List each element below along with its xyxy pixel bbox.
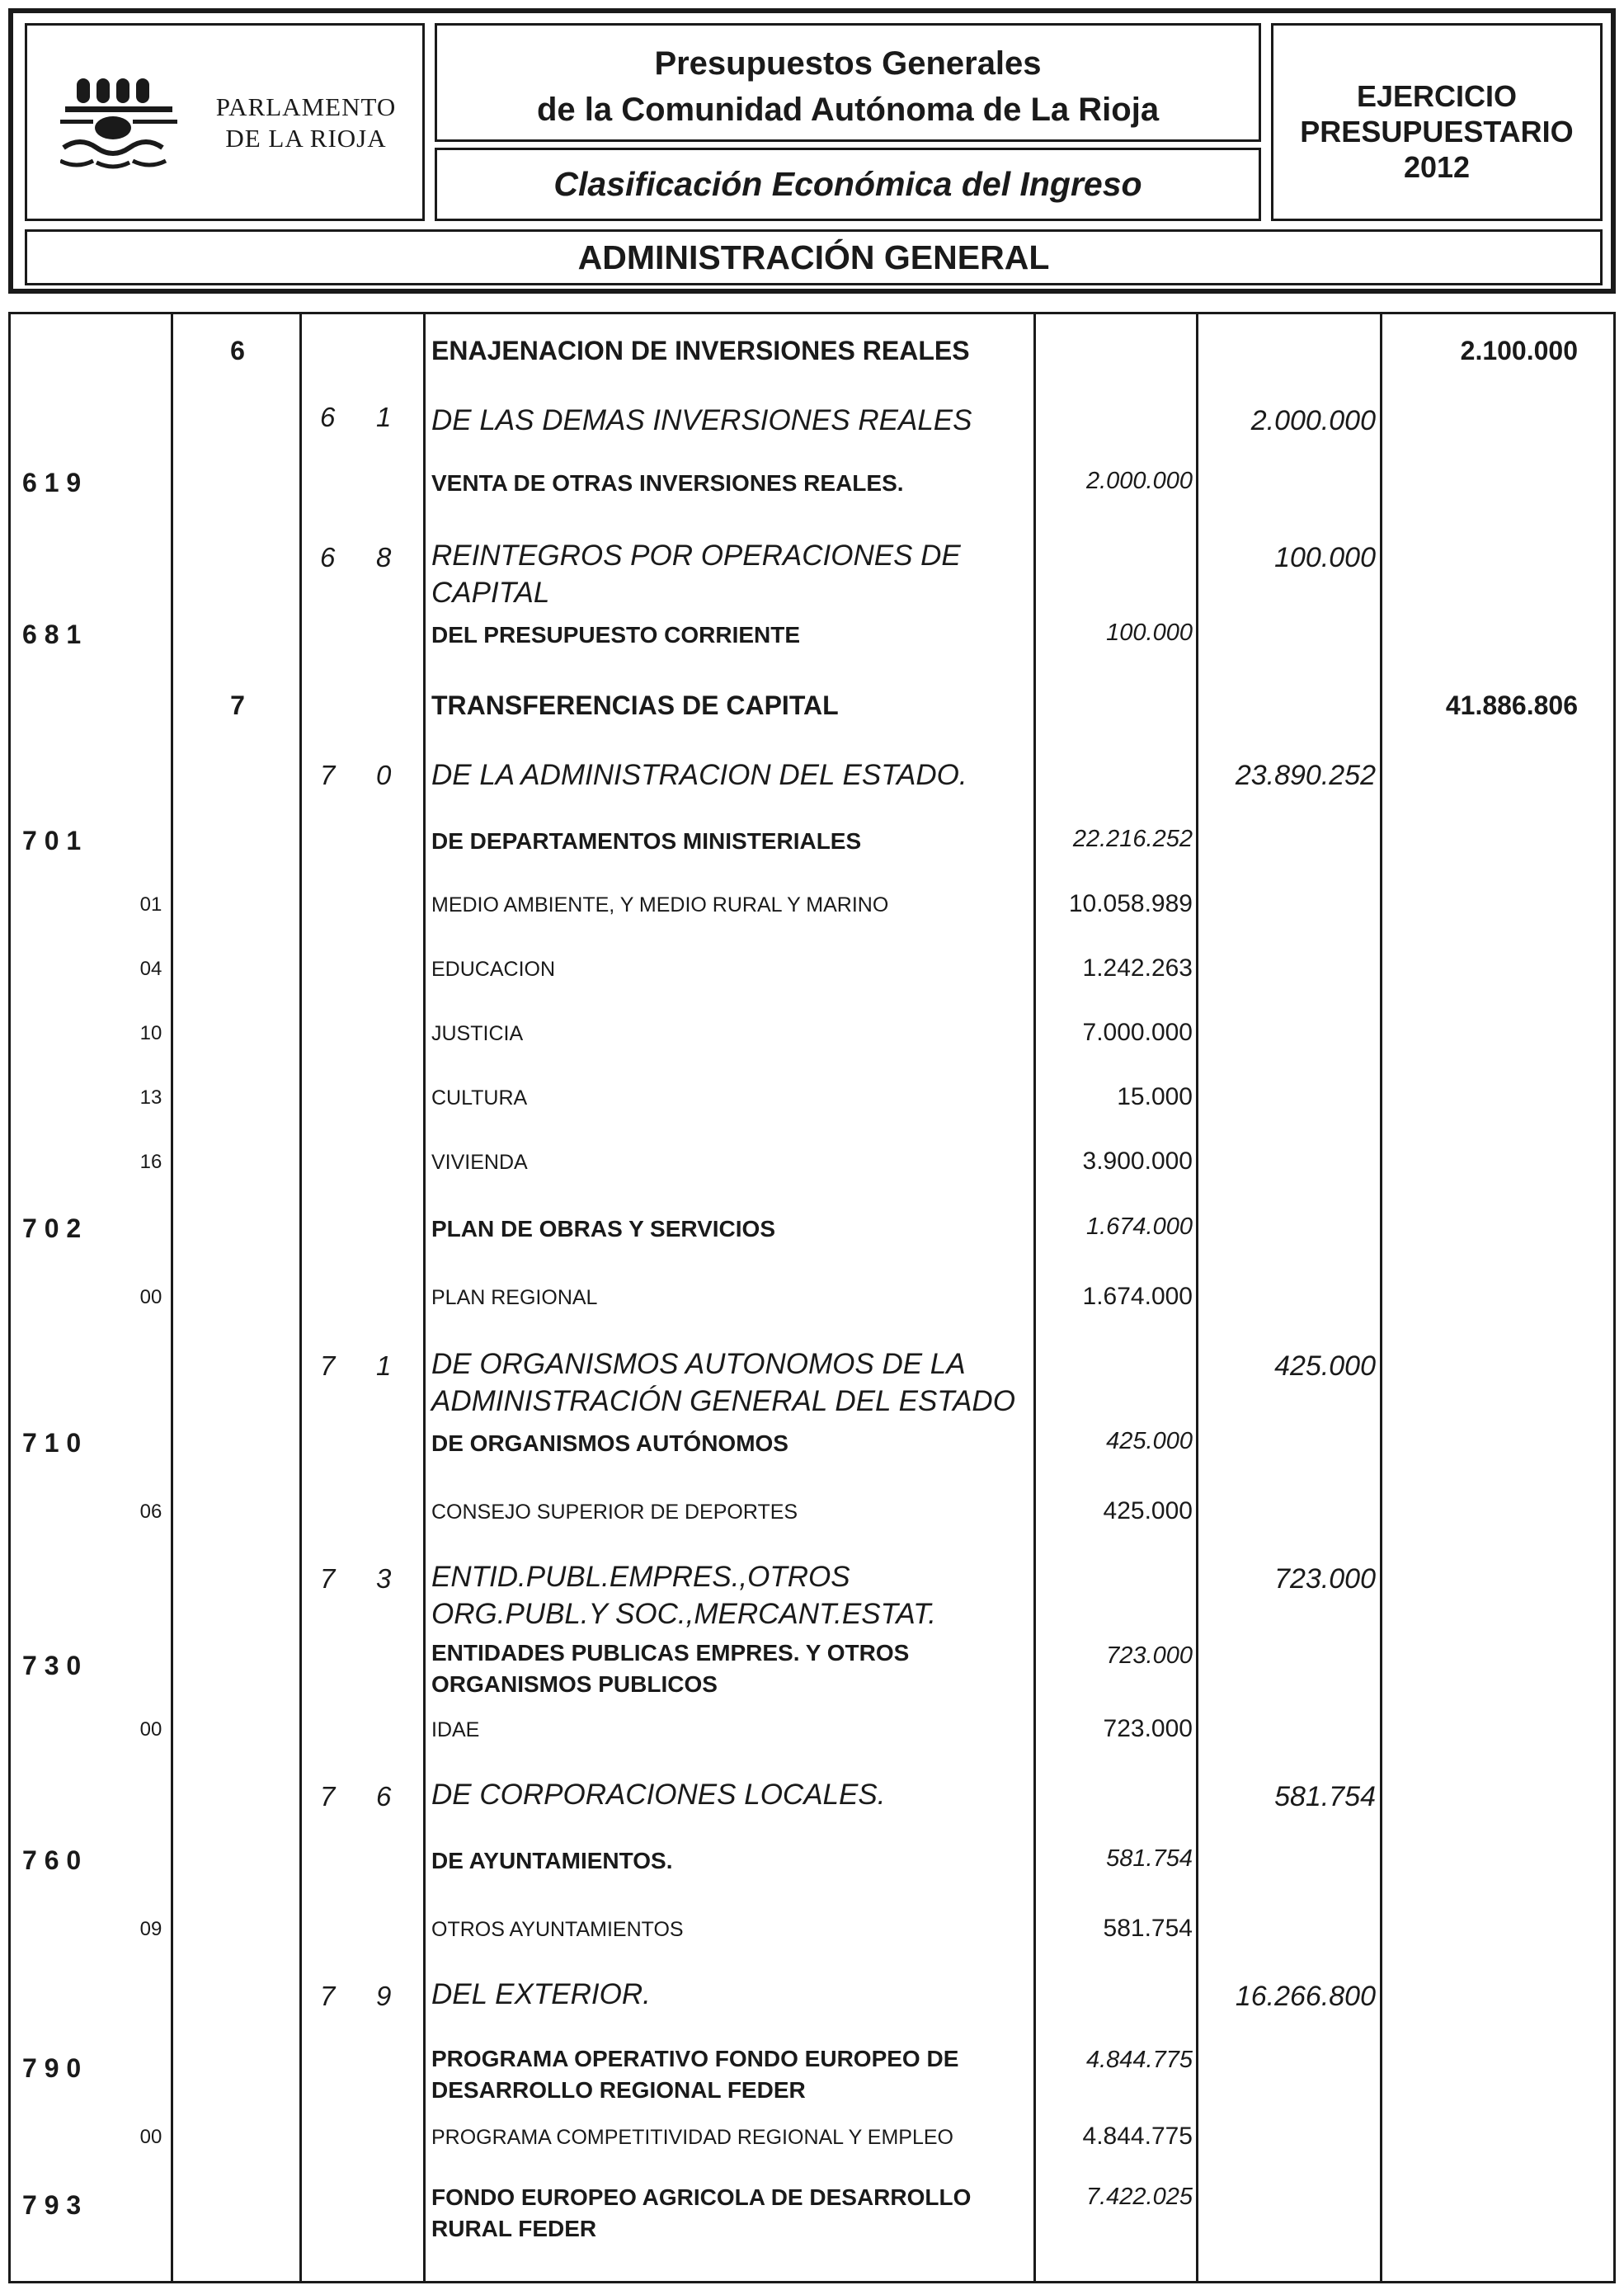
article-amount: 581.754 — [1274, 1781, 1376, 1812]
parliament-name — [199, 92, 413, 154]
subconcept-amount: 1.674.000 — [1082, 1283, 1193, 1310]
article-code-digit1: 7 — [320, 760, 336, 790]
subconcept-description: CULTURA — [431, 1086, 528, 1110]
subconcept-description: EDUCACION — [431, 958, 556, 981]
fiscal-year-box — [1271, 23, 1603, 221]
document-header — [8, 8, 1616, 294]
article-code — [320, 542, 411, 573]
article-code — [320, 760, 411, 791]
subconcept-description: PLAN REGIONAL — [431, 1286, 598, 1309]
subconcept-code: 10 — [139, 1022, 162, 1044]
article-description: DE LAS DEMAS INVERSIONES REALES — [431, 404, 972, 436]
article-amount: 16.266.800 — [1235, 1981, 1376, 2012]
section-title: ADMINISTRACIÓN GENERAL — [577, 238, 1050, 276]
concept-amount: 581.754 — [1106, 1845, 1193, 1872]
subconcept-amount: 723.000 — [1103, 1715, 1193, 1742]
parliament-logo-icon — [60, 68, 184, 176]
parliament-name-line1: PARLAMENTO — [215, 92, 397, 121]
article-code-digit2: 0 — [376, 760, 392, 790]
article-code-digit2: 8 — [376, 542, 392, 572]
subconcept-code: 00 — [139, 1718, 162, 1741]
article-description: REINTEGROS POR OPERACIONES DE CAPITAL — [431, 540, 961, 609]
article-code — [320, 1981, 411, 2012]
subconcept-code: 04 — [139, 958, 162, 980]
concept-code: 7 0 2 — [22, 1213, 82, 1243]
article-code — [320, 1563, 411, 1595]
classification-box — [435, 148, 1261, 221]
article-amount: 2.000.000 — [1250, 405, 1376, 436]
subconcept-description: JUSTICIA — [431, 1022, 524, 1045]
concept-code: 7 1 0 — [22, 1428, 82, 1458]
subconcept-description: MEDIO AMBIENTE, Y MEDIO RURAL Y MARINO — [431, 893, 889, 916]
article-amount: 100.000 — [1274, 542, 1376, 573]
subconcept-amount: 7.000.000 — [1082, 1019, 1193, 1046]
article-amount: 425.000 — [1274, 1350, 1376, 1382]
subconcept-description: PROGRAMA COMPETITIVIDAD REGIONAL Y EMPLEO — [431, 2126, 954, 2149]
budget-title-line2: de la Comunidad Autónoma de La Rioja — [536, 92, 1160, 128]
concept-amount: 22.216.252 — [1072, 826, 1193, 852]
concept-description: VENTA DE OTRAS INVERSIONES REALES. — [431, 470, 904, 496]
subconcept-description: IDAE — [431, 1718, 480, 1741]
concept-amount: 100.000 — [1106, 620, 1193, 646]
article-amount: 23.890.252 — [1235, 760, 1376, 791]
article-code-digit1: 6 — [320, 542, 336, 572]
subconcept-amount: 425.000 — [1103, 1497, 1193, 1524]
article-code-digit2: 1 — [376, 402, 392, 432]
concept-description: DE AYUNTAMIENTOS. — [431, 1848, 673, 1873]
budget-title-line1: Presupuestos Generales — [654, 45, 1042, 82]
fiscal-year-line2: PRESUPUESTARIO — [1300, 115, 1574, 148]
subconcept-amount: 10.058.989 — [1068, 890, 1193, 917]
article-description: DE CORPORACIONES LOCALES. — [431, 1779, 886, 1811]
concept-amount: 1.674.000 — [1085, 1213, 1193, 1240]
article-code-digit2: 9 — [376, 1981, 392, 2011]
concept-code: 7 6 0 — [22, 1845, 82, 1875]
concept-description: PLAN DE OBRAS Y SERVICIOS — [431, 1216, 775, 1242]
article-code — [320, 1350, 411, 1382]
concept-description: PROGRAMA OPERATIVO FONDO EUROPEO DE DESARROLLO REGIONAL FEDER — [431, 2046, 959, 2103]
subconcept-code: 13 — [139, 1086, 162, 1109]
concept-description: ENTIDADES PUBLICAS EMPRES. Y OTROS ORGANISMOS PUBLICOS — [431, 1640, 910, 1697]
article-code-digit1: 7 — [320, 1563, 336, 1594]
article-amount: 723.000 — [1274, 1563, 1376, 1595]
subconcept-amount: 4.844.775 — [1082, 2123, 1193, 2150]
subconcept-code: 00 — [139, 2126, 162, 2148]
article-code-digit2: 1 — [376, 1350, 392, 1381]
concept-code: 7 9 3 — [22, 2190, 82, 2220]
subconcept-code: 06 — [139, 1501, 162, 1523]
parliament-name-line2: DE LA RIOJA — [225, 124, 387, 153]
article-code-digit1: 7 — [320, 1981, 336, 2011]
section-box — [25, 229, 1603, 285]
subconcept-amount: 3.900.000 — [1082, 1147, 1193, 1175]
fiscal-year-label — [1273, 78, 1600, 185]
article-code — [320, 1781, 411, 1812]
concept-code: 6 8 1 — [22, 620, 82, 649]
chapter-amount: 2.100.000 — [1460, 336, 1578, 365]
subconcept-code: 00 — [139, 1286, 162, 1308]
column-divider — [299, 314, 302, 2281]
article-description: ENTID.PUBL.EMPRES.,OTROS ORG.PUBL.Y SOC.,MERCANT.ESTAT. — [431, 1561, 937, 1630]
article-description: DE ORGANISMOS AUTONOMOS DE LA ADMINISTRACIÓN GENERAL DEL ESTADO — [431, 1348, 1015, 1417]
subconcept-code: 16 — [139, 1151, 162, 1173]
concept-amount: 723.000 — [1106, 1642, 1193, 1669]
subconcept-description: CONSEJO SUPERIOR DE DEPORTES — [431, 1501, 798, 1524]
concept-description: FONDO EUROPEO AGRICOLA DE DESARROLLO RURAL FEDER — [431, 2184, 972, 2241]
budget-table — [8, 312, 1616, 2283]
article-code — [320, 402, 411, 433]
concept-code: 7 0 1 — [22, 826, 82, 855]
article-code-digit1: 7 — [320, 1350, 336, 1381]
concept-code: 7 3 0 — [22, 1651, 82, 1680]
chapter-amount: 41.886.806 — [1445, 690, 1578, 720]
concept-description: DEL PRESUPUESTO CORRIENTE — [431, 622, 801, 648]
concept-amount: 425.000 — [1106, 1428, 1193, 1454]
article-code-digit1: 6 — [320, 402, 336, 432]
logo-box — [25, 23, 425, 221]
article-description: DEL EXTERIOR. — [431, 1978, 651, 2010]
fiscal-year-line1: EJERCICIO — [1356, 79, 1518, 113]
chapter-description: ENAJENACION DE INVERSIONES REALES — [431, 336, 970, 365]
concept-amount: 4.844.775 — [1085, 2047, 1193, 2073]
chapter-code: 7 — [230, 690, 245, 720]
article-description: DE LA ADMINISTRACION DEL ESTADO. — [431, 759, 967, 791]
fiscal-year-value: 2012 — [1403, 150, 1471, 184]
subconcept-amount: 15.000 — [1117, 1083, 1193, 1110]
subconcept-code: 09 — [139, 1918, 162, 1940]
article-code-digit1: 7 — [320, 1781, 336, 1812]
subconcept-code: 01 — [139, 893, 162, 916]
article-code-digit2: 3 — [376, 1563, 392, 1594]
column-divider — [171, 314, 173, 2281]
subconcept-amount: 581.754 — [1103, 1915, 1193, 1942]
article-code-digit2: 6 — [376, 1781, 392, 1812]
budget-title — [437, 40, 1259, 133]
concept-description: DE ORGANISMOS AUTÓNOMOS — [431, 1430, 788, 1456]
chapter-code: 6 — [230, 336, 245, 365]
concept-amount: 2.000.000 — [1085, 468, 1193, 494]
concept-code: 6 1 9 — [22, 468, 82, 497]
column-divider — [1196, 314, 1198, 2281]
column-divider — [1380, 314, 1382, 2281]
concept-amount: 7.422.025 — [1085, 2184, 1193, 2210]
chapter-description: TRANSFERENCIAS DE CAPITAL — [431, 690, 839, 720]
subconcept-amount: 1.242.263 — [1082, 954, 1193, 982]
subconcept-description: VIVIENDA — [431, 1151, 528, 1174]
concept-code: 7 9 0 — [22, 2053, 82, 2083]
classification-title: Clasificación Económica del Ingreso — [553, 165, 1142, 203]
title-box — [435, 23, 1261, 142]
concept-description: DE DEPARTAMENTOS MINISTERIALES — [431, 828, 862, 854]
subconcept-description: OTROS AYUNTAMIENTOS — [431, 1918, 684, 1941]
